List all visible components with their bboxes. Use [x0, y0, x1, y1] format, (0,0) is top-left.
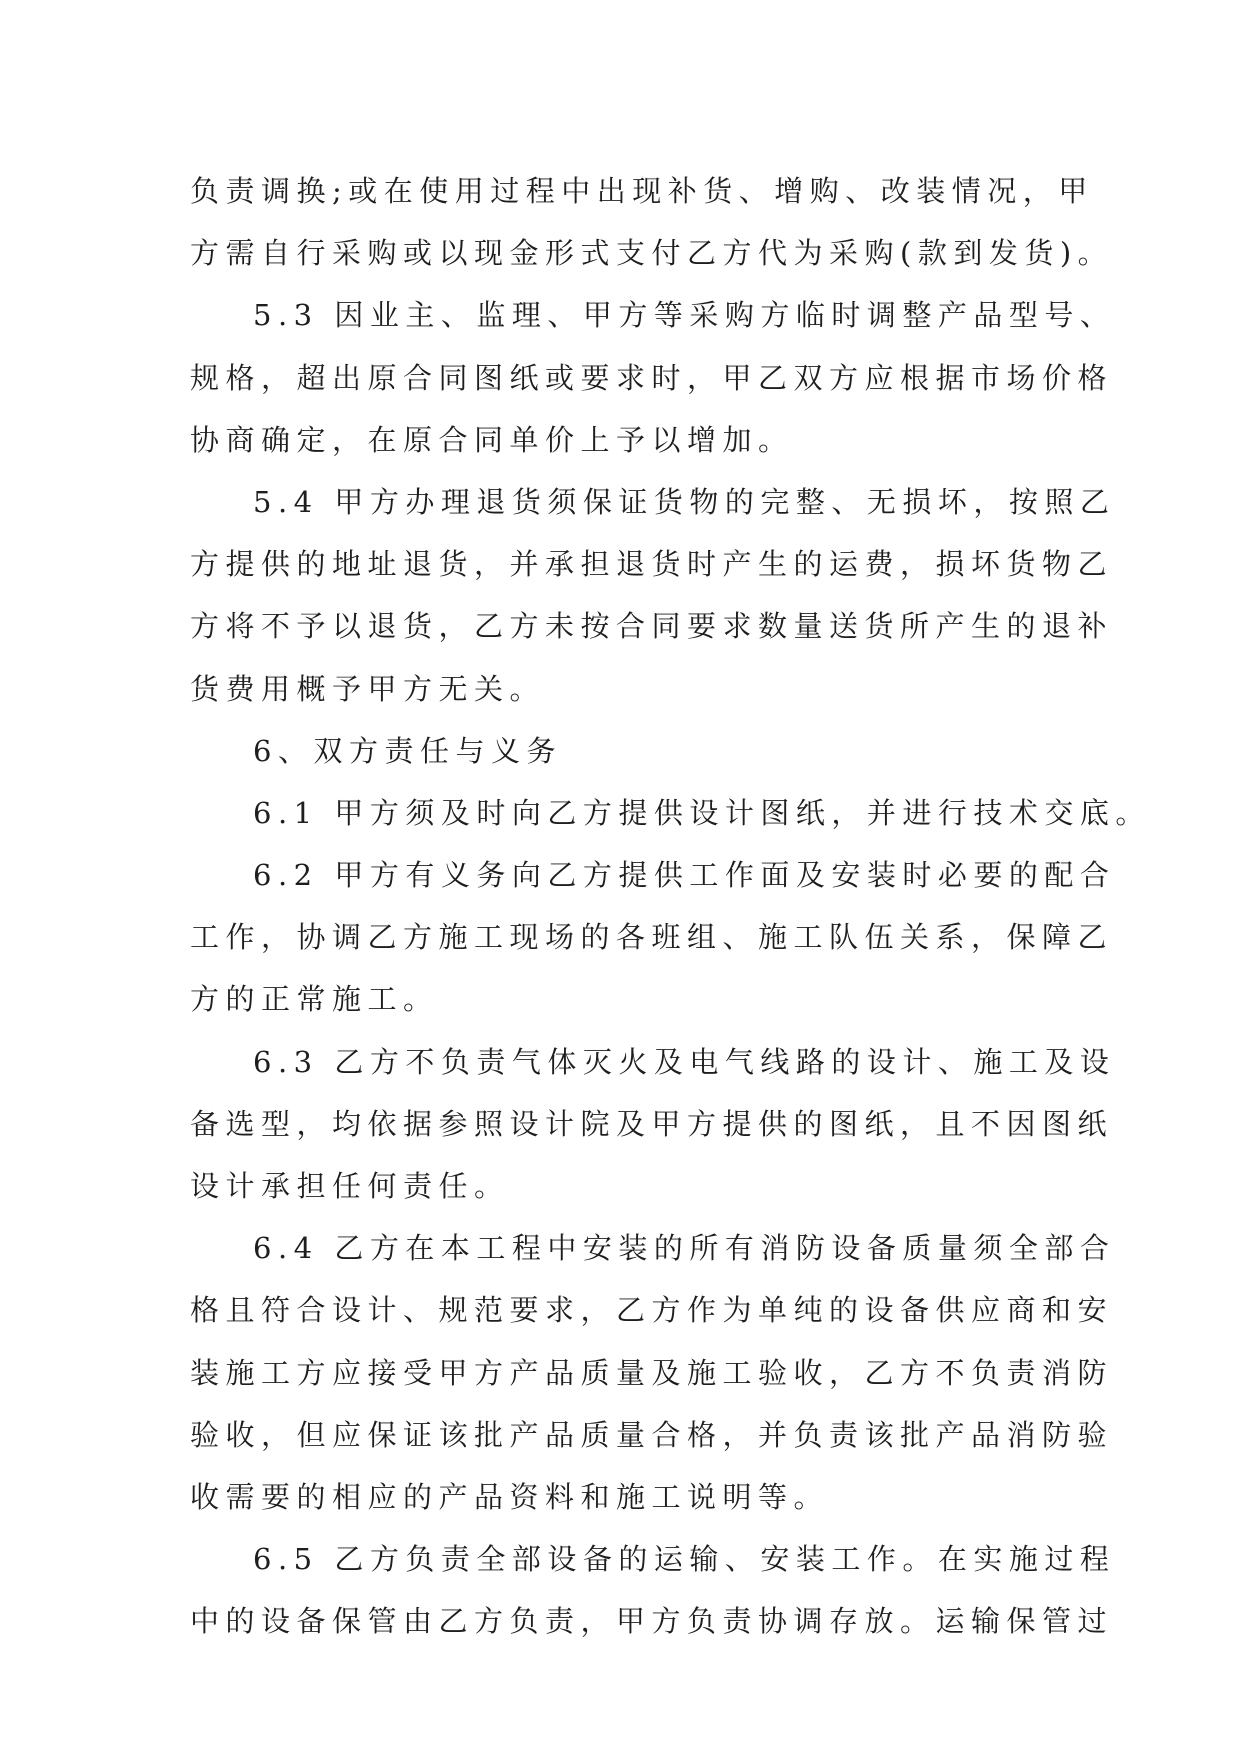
text-line: 格且符合设计、规范要求，乙方作为单纯的设备供应商和安 — [190, 1293, 1114, 1328]
text-line: 工作，协调乙方施工现场的各班组、施工队伍关系，保障乙 — [190, 920, 1114, 955]
text-line: 备选型，均依据参照设计院及甲方提供的图纸，且不因图纸 — [190, 1106, 1114, 1141]
text-line: 装施工方应接受甲方产品质量及施工验收，乙方不负责消防 — [190, 1355, 1114, 1390]
text-line: 中的设备保管由乙方负责，甲方负责协调存放。运输保管过 — [190, 1604, 1114, 1639]
clause-6-1-line: 6.1 甲方须及时向乙方提供设计图纸，并进行技术交底。 — [253, 795, 1151, 830]
clause-6-2-heading-line: 6.2 甲方有义务向乙方提供工作面及安装时必要的配合 — [253, 858, 1116, 893]
clause-5-3-heading-line: 5.3 因业主、监理、甲方等采购方临时调整产品型号、 — [253, 298, 1116, 333]
text-line: 协商确定，在原合同单价上予以增加。 — [190, 422, 794, 457]
text-line: 验收，但应保证该批产品质量合格，并负责该批产品消防验 — [190, 1417, 1114, 1452]
text-line: 负责调换;或在使用过程中出现补货、增购、改装情况，甲 — [190, 174, 1094, 208]
text-line: 方将不予以退货，乙方未按合同要求数量送货所产生的退补 — [190, 609, 1114, 644]
clause-5-4-heading-line: 5.4 甲方办理退货须保证货物的完整、无损坏，按照乙 — [253, 484, 1116, 519]
text-line: 方的正常施工。 — [190, 982, 439, 1017]
text-line: 设计承担任何责任。 — [190, 1169, 510, 1203]
clause-6-3-heading-line: 6.3 乙方不负责气体灭火及电气线路的设计、施工及设 — [253, 1044, 1116, 1079]
text-line: 规格，超出原合同图纸或要求时，甲乙双方应根据市场价格 — [190, 360, 1114, 395]
text-line: 方需自行采购或以现金形式支付乙方代为采购(款到发货)。 — [190, 236, 1114, 271]
clause-6-4-heading-line: 6.4 乙方在本工程中安装的所有消防设备质量须全部合 — [253, 1231, 1116, 1266]
text-line: 货费用概予甲方无关。 — [190, 671, 546, 706]
text-line: 收需要的相应的产品资料和施工说明等。 — [190, 1479, 830, 1514]
text-line: 方提供的地址退货，并承担退货时产生的运费，损坏货物乙 — [190, 547, 1114, 582]
clause-6-5-heading-line: 6.5 乙方负责全部设备的运输、安装工作。在实施过程 — [253, 1542, 1116, 1577]
section-6-title: 6、双方责任与义务 — [253, 733, 562, 768]
document-body — [190, 160, 1151, 1653]
